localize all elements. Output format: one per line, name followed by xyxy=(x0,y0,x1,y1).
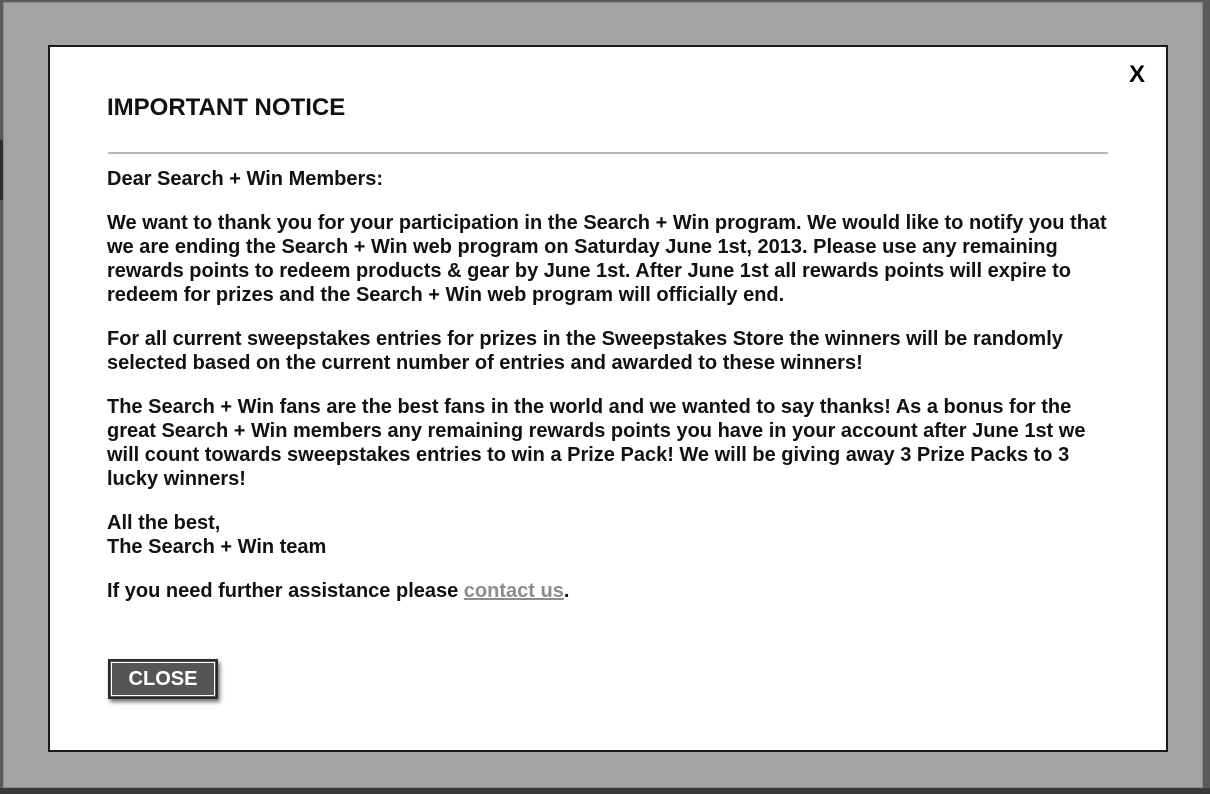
signoff-line-1: All the best, xyxy=(107,512,221,534)
modal-overlay xyxy=(3,2,1203,788)
background-page-strip-bottom xyxy=(0,788,1210,794)
contact-us-link[interactable]: contact us xyxy=(463,580,564,602)
close-button[interactable]: CLOSE xyxy=(108,659,218,699)
title-divider xyxy=(108,152,1108,154)
notice-paragraph-3: The Search + Win fans are the best fans in the world and we wanted to say thanks! As a bonus for the great Search + Win members any remaining rewards points you have in your account after June 1st we will count towards sweepstakes entries to win a Prize Pack! We will be giving away 3 Prize Packs to 3 lucky winners! xyxy=(107,396,1086,490)
signoff-line-2: The Search + Win team xyxy=(107,536,327,558)
modal-title: IMPORTANT NOTICE xyxy=(107,94,346,121)
assistance-text: If you need further assistance please xyxy=(107,580,464,602)
signoff xyxy=(107,511,1117,559)
close-x-icon[interactable]: X xyxy=(1129,61,1146,88)
notice-modal xyxy=(48,45,1168,752)
notice-paragraph-2: For all current sweepstakes entries for prizes in the Sweepstakes Store the winners will be randomly selected based on the current number of entries and awarded to these winners! xyxy=(107,328,1063,374)
assistance-end: . xyxy=(563,580,570,602)
greeting-text: Dear Search + Win Members: xyxy=(107,168,384,190)
notice-paragraph-1: We want to thank you for your participation in the Search + Win program. We would like to notify you that we are ending the Search + Win web program on Saturday June 1st, 2013. Please use any remaining rewards points to redeem products & gear by June 1st. After June 1st all rewards points will expire to redeem for prizes and the Search + Win web program will officially end. xyxy=(107,212,1107,306)
notice-body xyxy=(107,167,1117,623)
assistance-line xyxy=(107,579,1117,603)
